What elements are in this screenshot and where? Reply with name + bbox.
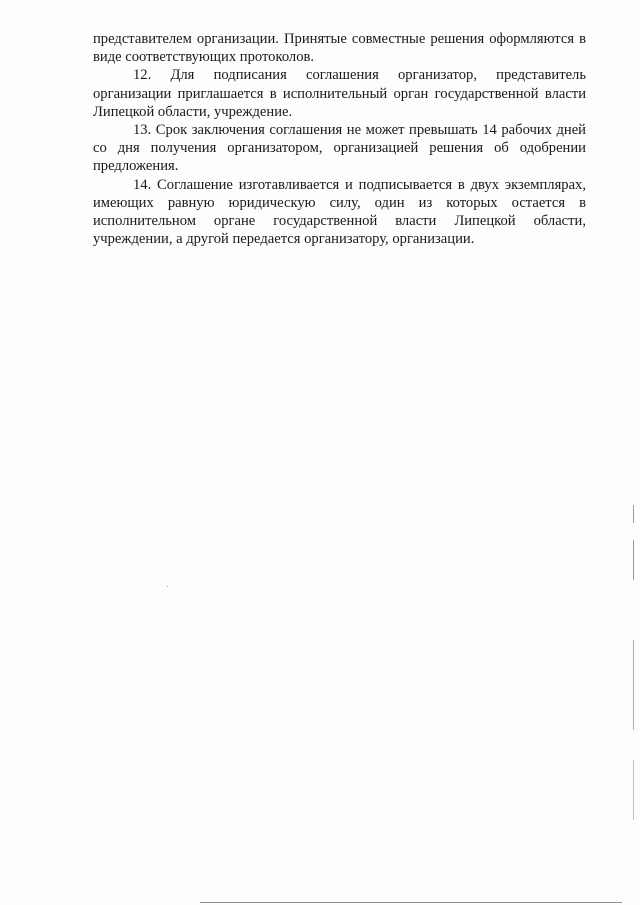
scan-bottom-edge — [200, 902, 622, 903]
scan-edge-mark — [633, 760, 634, 820]
paragraph-14: 14. Соглашение изготавливается и подписывается в двух экземплярах, имеющих равную юридическую силу, один из которых остается в исполнительном органе государственной власти Липецкой области, учреждении, а другой передается организатору, организации. — [93, 176, 586, 248]
document-body — [93, 30, 586, 248]
paragraph-12: 12. Для подписания соглашения организатор, представитель организации приглашается в исполнительный орган государственной власти Липецкой области, учреждение. — [93, 67, 586, 120]
scan-speck — [167, 586, 168, 587]
scan-edge-mark — [633, 505, 634, 523]
paragraph-continued: представителем организации. Принятые совместные решения оформляются в виде соответствующих протоколов. — [93, 31, 586, 66]
scan-edge-mark — [633, 540, 634, 580]
paragraph-13: 13. Срок заключения соглашения не может превышать 14 рабочих дней со дня получения организатором, организацией решения об одобрении предложения. — [93, 122, 586, 175]
scan-edge-mark — [633, 640, 634, 730]
